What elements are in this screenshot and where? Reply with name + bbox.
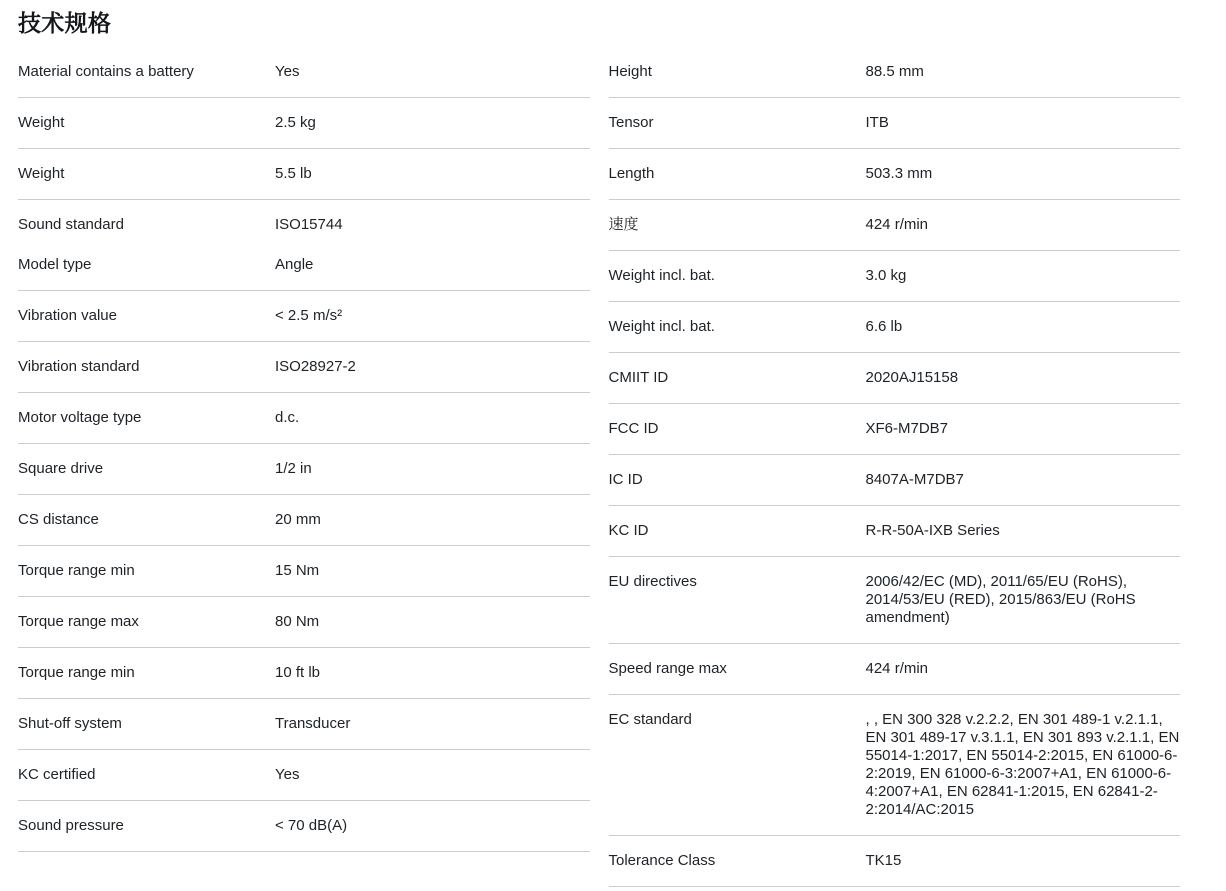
spec-row (609, 404, 1181, 455)
spec-row (18, 597, 590, 648)
spec-row (18, 200, 590, 245)
spec-label: KC certified (18, 766, 96, 783)
spec-value: < 2.5 m/s² (275, 307, 343, 324)
spec-value: Angle (275, 256, 314, 273)
spec-value: 5.5 lb (275, 165, 312, 182)
spec-label: Motor voltage type (18, 409, 142, 426)
spec-label: Material contains a battery (18, 63, 194, 80)
spec-row (18, 342, 590, 393)
spec-row (609, 695, 1181, 836)
spec-row (18, 149, 590, 200)
spec-row (18, 444, 590, 495)
spec-label: Sound standard (18, 216, 124, 233)
spec-label: Weight (18, 165, 65, 182)
spec-label: Torque range min (18, 562, 135, 579)
specs-column-left (18, 47, 590, 852)
spec-row (609, 353, 1181, 404)
spec-row (609, 98, 1181, 149)
spec-label: CS distance (18, 511, 99, 528)
spec-label: IC ID (608, 471, 643, 488)
spec-value: , , EN 300 328 v.2.2.2, EN 301 489-1 v.2.1.1, EN 301 489-17 v.3.1.1, EN 301 893 v.2.1.1, EN 55014-1:2017, EN 55014-2:2015, EN 61000-6-2:2019, EN 61000-6-3:2007+A1, EN 61000-6-4:2007+A1, EN 62841-1:2015, EN 62841-2-2:2014/AC:2015 (865, 711, 1180, 818)
spec-row (18, 393, 590, 444)
spec-label: Weight incl. bat. (608, 318, 715, 335)
spec-value: 2006/42/EC (MD), 2011/65/EU (RoHS), 2014/53/EU (RED), 2015/863/EU (RoHS amendment) (865, 573, 1136, 626)
spec-row (609, 47, 1181, 98)
spec-label: 速度 (608, 216, 639, 233)
spec-label: Weight incl. bat. (608, 267, 715, 284)
spec-value: 424 r/min (865, 216, 929, 233)
page-title: 技术规格 (18, 10, 112, 36)
spec-label: Tensor (608, 114, 654, 131)
spec-row (18, 47, 590, 98)
spec-label: Shut-off system (18, 715, 122, 732)
spec-value: 2020AJ15158 (865, 369, 959, 386)
spec-row (609, 149, 1181, 200)
specs-column-right (609, 47, 1181, 887)
spec-value: < 70 dB(A) (275, 817, 348, 834)
spec-label: Length (608, 165, 655, 182)
spec-row (609, 251, 1181, 302)
spec-label: Sound pressure (18, 817, 124, 834)
spec-row (18, 648, 590, 699)
spec-value: 10 ft lb (275, 664, 321, 681)
spec-row (609, 557, 1181, 644)
spec-value: XF6-M7DB7 (865, 420, 949, 437)
spec-row (609, 302, 1181, 353)
spec-label: Vibration standard (18, 358, 140, 375)
spec-value: ISO28927-2 (275, 358, 356, 375)
spec-row (609, 506, 1181, 557)
spec-label: CMIIT ID (608, 369, 669, 386)
spec-value: Transducer (275, 715, 351, 732)
spec-label: Square drive (18, 460, 104, 477)
spec-value: 503.3 mm (865, 165, 933, 182)
spec-value: 80 Nm (275, 613, 320, 630)
spec-label: Speed range max (608, 660, 727, 677)
spec-value: 88.5 mm (865, 63, 924, 80)
spec-value: Yes (275, 63, 300, 80)
spec-value: R-R-50A-IXB Series (865, 522, 1000, 539)
spec-value: d.c. (275, 409, 300, 426)
spec-value: 1/2 in (275, 460, 312, 477)
spec-row (609, 836, 1181, 887)
spec-row (18, 291, 590, 342)
spec-value: ISO15744 (275, 216, 343, 233)
spec-row (18, 750, 590, 801)
spec-value: TK15 (865, 852, 902, 869)
spec-value: 6.6 lb (865, 318, 903, 335)
spec-label: Vibration value (18, 307, 117, 324)
spec-value: 2.5 kg (275, 114, 316, 131)
spec-label: FCC ID (608, 420, 659, 437)
spec-row (609, 200, 1181, 251)
spec-row (18, 245, 590, 291)
spec-value: Yes (275, 766, 300, 783)
spec-label: Tolerance Class (608, 852, 716, 869)
spec-label: Height (608, 63, 652, 80)
specs-columns (18, 47, 1180, 887)
spec-row (18, 98, 590, 149)
spec-label: Torque range max (18, 613, 139, 630)
spec-label: Model type (18, 256, 92, 273)
spec-row (18, 699, 590, 750)
spec-value: ITB (865, 114, 889, 131)
spec-value: 424 r/min (865, 660, 929, 677)
spec-label: EC standard (608, 711, 692, 728)
spec-row (18, 801, 590, 852)
spec-label: Torque range min (18, 664, 135, 681)
spec-label: EU directives (608, 573, 697, 590)
spec-value: 8407A-M7DB7 (865, 471, 964, 488)
spec-row (609, 455, 1181, 506)
spec-value: 20 mm (275, 511, 321, 528)
spec-value: 15 Nm (275, 562, 320, 579)
spec-row (18, 546, 590, 597)
spec-label: KC ID (608, 522, 649, 539)
spec-label: Weight (18, 114, 65, 131)
spec-value: 3.0 kg (865, 267, 907, 284)
spec-row (609, 644, 1181, 695)
spec-row (18, 495, 590, 546)
